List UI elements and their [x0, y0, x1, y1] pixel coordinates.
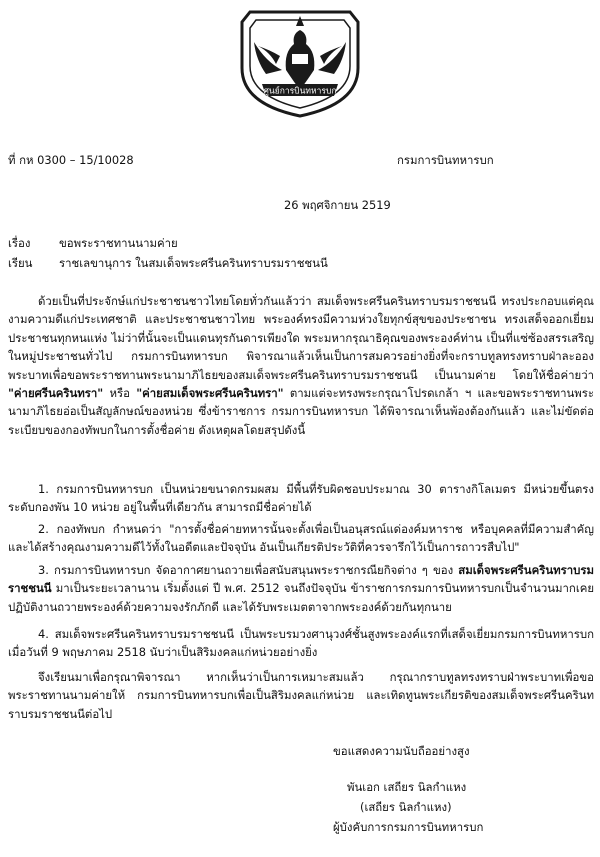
subject-text: ขอพระราชทานนามค่าย: [59, 236, 178, 250]
camp-name-option-2: "ค่ายสมเด็จพระศรีนครินทรา": [136, 386, 284, 401]
intro-part-1: ด้วยเป็นที่ประจักษ์แก่ประชาชนชาวไทยโดยทั่วกันแล้วว่า สมเด็จพระศรีนครินทราบรมราชชนนี ทรงประกอบแต่คุณงามความดีแก่ประเทศชาติ และประชาชนชาวไทย พระองค์ทรงมีความห่วงใยทุกข์สุขของประชาชน ทรงเสด็จออกเยี่ยมประชาชนทุกหนแห่ง ไม่ว่าที่นั้นจะเป็นแดนทุรกันดารเพียงใด พระมหากรุณาธิคุณของพระองค์ท่าน เป็นที่แซ่ซ้องสรรเสริญในหมู่ประชาชนทั่วไป กรมการบินทหารบก พิจารณาแล้วเห็นเป็นการสมควรอย่างยิ่งที่จะกราบทูลทรงทราบฝ่าละอองพระบาทเพื่อขอพระราชทานพระนามาภิไธยของสมเด็จพระศรีนครินทราบรมราชชนนี เป็นนามค่าย โดยให้ชื่อค่ายว่า: [8, 294, 594, 382]
regards-line: ขอแสดงความนับถืออย่างสูง: [333, 744, 470, 758]
letter-date: 26 พฤศจิกายน 2519: [284, 198, 391, 212]
sender-department: กรมการบินทหารบก: [397, 153, 494, 167]
reason-item-2: 2. กองทัพบก กำหนดว่า "การตั้งชื่อค่ายทหารนั้นจะตั้งเพื่อเป็นอนุสรณ์แด่องค์มหาราช หรือบุคคลที่มีความสำคัญและได้สร้างคุณงามความดีไว้ทั้งในอดีตและปัจจุบัน อันเป็นเกียรติประวัติที่ควรจารึกไว้เป็นการถาวรสืบไป": [8, 522, 594, 555]
army-aviation-emblem-icon: [236, 4, 364, 118]
item3-part-c: มาเป็นระยะเวลานาน เริ่มตั้งแต่ ปี พ.ศ. 2512 จนถึงปัจจุบัน ข้าราชการกรมการบินทหารบกเป็นจำนวนมากเคยปฏิบัติงานถวายพระองค์ด้วยความจงรักภักดี และได้รับพระเมตตาจากพระองค์ด้วยกันทุกนาย: [8, 581, 594, 614]
reason-item-4: 4. สมเด็จพระศรีนครินทราบรมราชชนนี เป็นพระบรมวงศานุวงศ์ชั้นสูงพระองค์แรกที่เสด็จเยี่ยมกรมการบินทหารบก เมื่อวันที่ 9 พฤษภาคม 2518 นับว่าเป็นสิริมงคลแก่หน่วยอย่างยิ่ง: [8, 627, 594, 660]
emblem-text: ศูนย์การบินทหารบก: [263, 86, 337, 97]
subject-label: เรื่อง: [8, 236, 31, 250]
item3-highlight: สมเด็จพระศรีนครินทราบรมราชชนนี: [8, 563, 594, 596]
reference-number: ที่ กห 0300 – 15/10028: [8, 153, 134, 167]
signer-title: ผู้บังคับการกรมการบินทหารบก: [333, 820, 484, 834]
reason-item-3: [8, 561, 594, 616]
item3-part-a: 3. กรมการบินทหารบก จัดอากาศยานถวายเพื่อสนับสนุนพระราชกรณียกิจต่าง ๆ ของ: [38, 563, 459, 577]
intro-part-2: หรือ: [103, 386, 137, 401]
camp-name-option-1: "ค่ายศรีนครินทรา": [8, 386, 104, 401]
recipient-text: ราชเลขานุการ ในสมเด็จพระศรีนครินทราบรมราชชนนี: [59, 256, 328, 270]
closing-paragraph: จึงเรียนมาเพื่อกรุณาพิจารณา หากเห็นว่าเป็นการเหมาะสมแล้ว กรุณากราบทูลทรงทราบฝ่าพระบาทเพื่อขอพระราชทานนามค่ายให้ กรมการบินทหารบกเพื่อเป็นสิริมงคลแก่หน่วย และเทิดทูนพระเกียรติของสมเด็จพระศรีนครินทราบรมราชชนนีต่อไป: [8, 670, 594, 721]
signer-rank-name: พันเอก เสถียร นิลกำแหง: [347, 780, 467, 794]
recipient-label: เรียน: [8, 256, 33, 270]
intro-part-3: ตามแต่จะทรงพระกรุณาโปรดเกล้า ฯ และขอพระราชทานพระนามาภิไธยอ่อเป็นสัญลักษณ์ของหน่วย ซึ่งข้าราชการ กรมการบินทหารบก ได้พิจารณาเห็นพ้องต้องกันแล้ว และไม่ขัดต่อระเบียบของกองทัพบกในการตั้งชื่อค่าย ดังเหตุผลโดยสรุปดังนี้: [8, 386, 594, 437]
reason-item-1: 1. กรมการบินทหารบก เป็นหน่วยขนาดกรมผสม มีพื้นที่รับผิดชอบประมาณ 30 ตารางกิโลเมตร มีหน่วยขึ้นตรงระดับกองพัน 10 หน่วย อยู่ในพื้นที่เดียวกัน สามารถมีชื่อค่ายได้: [8, 482, 594, 515]
intro-paragraph: [8, 292, 594, 439]
signer-name: (เสถียร นิลกำแหง): [360, 800, 452, 814]
